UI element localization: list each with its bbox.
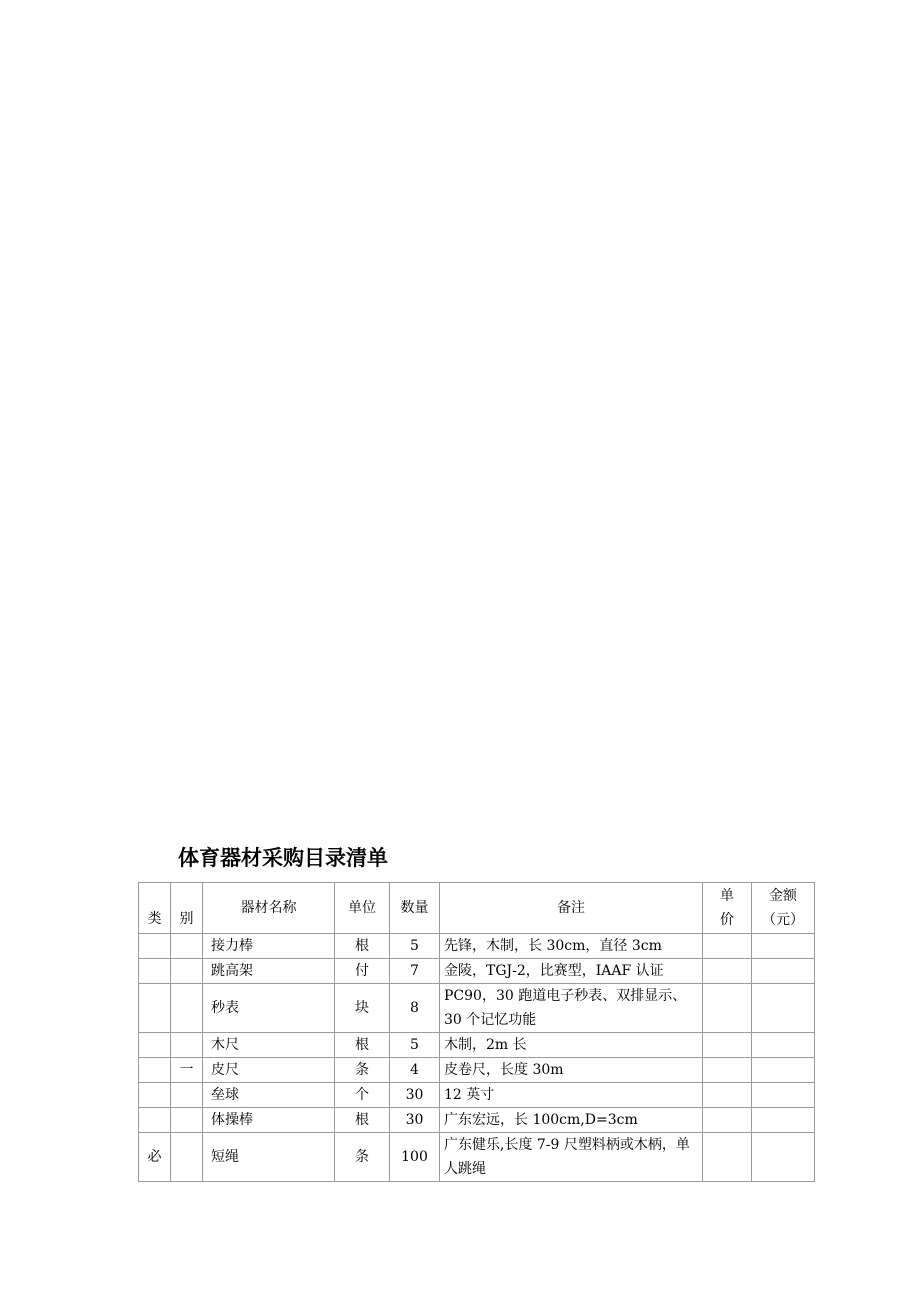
table-row — [139, 959, 815, 984]
row-remark: 皮卷尺，长度 30m — [440, 1058, 703, 1083]
table-row — [139, 1133, 815, 1182]
row-price — [703, 959, 752, 984]
row-unit: 条 — [335, 1058, 390, 1083]
header-price — [703, 883, 752, 934]
row-price — [703, 984, 752, 1033]
table-row — [139, 1108, 815, 1133]
header-category-b: 别 — [171, 883, 203, 934]
header-amount — [752, 883, 815, 934]
table-row — [139, 1058, 815, 1083]
header-name: 器材名称 — [203, 883, 335, 934]
row-unit: 个 — [335, 1083, 390, 1108]
row-quantity: 30 — [390, 1083, 440, 1108]
row-quantity: 5 — [390, 1033, 440, 1058]
row-name: 秒表 — [203, 984, 335, 1033]
row-unit: 条 — [335, 1133, 390, 1182]
header-remark: 备注 — [440, 883, 703, 934]
page-title: 体育器材采购目录清单 — [178, 846, 388, 870]
row-remark: 金陵，TGJ-2，比赛型，IAAF 认证 — [440, 959, 703, 984]
row-amount — [752, 1133, 815, 1182]
row-category-b — [171, 984, 203, 1033]
header-amount-line1: 金额 — [769, 888, 797, 904]
header-quantity: 数量 — [390, 883, 440, 934]
table-row — [139, 1033, 815, 1058]
row-category-a: 必 — [139, 1133, 171, 1182]
row-name: 短绳 — [203, 1133, 335, 1182]
row-category-b — [171, 1033, 203, 1058]
row-category-a — [139, 1083, 171, 1108]
row-name: 跳高架 — [203, 959, 335, 984]
row-category-a — [139, 1058, 171, 1083]
row-name: 体操棒 — [203, 1108, 335, 1133]
table-row — [139, 1083, 815, 1108]
row-quantity: 5 — [390, 934, 440, 959]
row-quantity: 4 — [390, 1058, 440, 1083]
row-category-a — [139, 984, 171, 1033]
row-price — [703, 1083, 752, 1108]
row-category-b: 一 — [171, 1058, 203, 1083]
row-name: 木尺 — [203, 1033, 335, 1058]
row-category-a — [139, 1108, 171, 1133]
row-category-a — [139, 934, 171, 959]
row-remark: PC90，30 跑道电子秒表、双排显示、30 个记忆功能 — [440, 984, 703, 1033]
header-price-line2: 价 — [720, 912, 734, 928]
row-amount — [752, 984, 815, 1033]
row-quantity: 30 — [390, 1108, 440, 1133]
row-amount — [752, 1058, 815, 1083]
row-category-b — [171, 934, 203, 959]
row-amount — [752, 1083, 815, 1108]
row-unit: 根 — [335, 1108, 390, 1133]
row-quantity: 8 — [390, 984, 440, 1033]
row-category-a — [139, 1033, 171, 1058]
row-category-b — [171, 1133, 203, 1182]
row-remark: 先锋，木制，长 30cm，直径 3cm — [440, 934, 703, 959]
row-remark: 12 英寸 — [440, 1083, 703, 1108]
row-remark: 广东健乐,长度 7-9 尺塑料柄或木柄，单人跳绳 — [440, 1133, 703, 1182]
table-header-row — [139, 883, 815, 934]
row-unit: 块 — [335, 984, 390, 1033]
row-quantity: 7 — [390, 959, 440, 984]
row-unit: 根 — [335, 934, 390, 959]
header-amount-line2: （元） — [762, 912, 804, 928]
row-category-b — [171, 1083, 203, 1108]
row-price — [703, 1108, 752, 1133]
row-quantity: 100 — [390, 1133, 440, 1182]
row-amount — [752, 1108, 815, 1133]
equipment-table — [138, 882, 815, 1182]
row-category-b — [171, 959, 203, 984]
row-amount — [752, 959, 815, 984]
row-name: 接力棒 — [203, 934, 335, 959]
row-category-b — [171, 1108, 203, 1133]
row-unit: 根 — [335, 1033, 390, 1058]
header-unit: 单位 — [335, 883, 390, 934]
row-price — [703, 1133, 752, 1182]
row-price — [703, 1033, 752, 1058]
row-name: 垒球 — [203, 1083, 335, 1108]
row-price — [703, 1058, 752, 1083]
table-row — [139, 934, 815, 959]
row-remark: 木制，2m 长 — [440, 1033, 703, 1058]
row-category-a — [139, 959, 171, 984]
row-price — [703, 934, 752, 959]
row-amount — [752, 1033, 815, 1058]
row-name: 皮尺 — [203, 1058, 335, 1083]
table-row — [139, 984, 815, 1033]
header-category-a: 类 — [139, 883, 171, 934]
row-remark: 广东宏远，长 100cm,D=3cm — [440, 1108, 703, 1133]
row-unit: 付 — [335, 959, 390, 984]
row-amount — [752, 934, 815, 959]
header-price-line1: 单 — [720, 888, 734, 904]
